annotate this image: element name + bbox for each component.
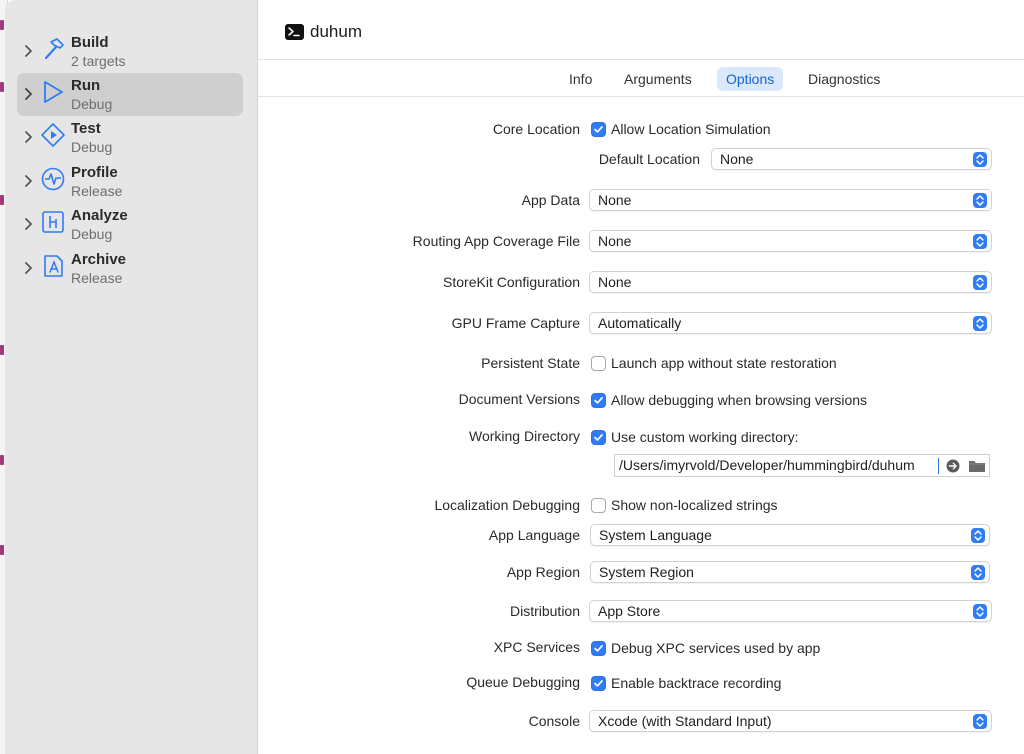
distribution-label: Distribution [509,603,580,619]
distribution-popup[interactable] [589,600,992,622]
working-directory-path[interactable]: /Users/imyrvold/Developer/hummingbird/duhum [619,457,915,473]
analyze-icon [40,209,66,235]
sidebar-item-subtitle: 2 targets [71,53,126,69]
distribution-value: App Store [598,603,661,619]
sidebar-item-subtitle: Debug [71,96,113,112]
chevron-updown-icon [973,234,987,249]
tab-diagnostics[interactable]: Diagnostics [808,71,881,87]
app-region-label: App Region [506,564,580,580]
marker [0,345,4,355]
waveform-icon [40,166,66,192]
app-data-popup[interactable] [589,189,992,211]
chevron-updown-icon [973,152,987,167]
gpu-frame-capture-label: GPU Frame Capture [451,315,580,331]
routing-coverage-value: None [598,233,632,249]
chevron-updown-icon [971,528,985,543]
sidebar-item-test[interactable] [17,116,243,159]
marker [0,82,4,92]
sidebar-item-subtitle: Debug [71,226,113,242]
chevron-right-icon[interactable] [23,86,35,102]
show-non-localized-label: Show non-localized strings [611,497,778,513]
sidebar-item-profile[interactable] [17,160,243,203]
queue-debugging-label: Queue Debugging [466,674,580,690]
sidebar-item-title: Analyze [71,207,128,224]
marker [0,455,4,465]
chevron-updown-icon [973,604,987,619]
console-value: Xcode (with Standard Input) [598,713,772,729]
gpu-frame-capture-value: Automatically [598,315,682,331]
routing-coverage-label: Routing App Coverage File [412,233,580,249]
chevron-updown-icon [973,275,987,290]
default-location-label: Default Location [598,151,700,167]
storekit-value: None [598,274,632,290]
chevron-right-icon[interactable] [23,216,35,232]
debug-xpc-services-label: Debug XPC services used by app [611,640,821,656]
sidebar-item-title: Test [71,120,101,137]
chevron-updown-icon [973,316,987,331]
launch-without-restoration-label: Launch app without state restoration [611,355,837,371]
core-location-label: Core Location [492,121,580,137]
storekit-label: StoreKit Configuration [443,274,580,290]
allow-debugging-versions-checkbox[interactable] [591,393,606,408]
sidebar-item-build[interactable] [17,30,243,73]
folder-icon[interactable] [968,458,986,473]
scheme-action-sidebar [5,0,258,754]
backtrace-recording-checkbox[interactable] [591,676,606,691]
custom-working-directory-checkbox[interactable] [591,430,606,445]
tab-options[interactable]: Options [717,67,783,91]
sidebar-item-title: Run [71,77,101,94]
page-title: duhum [310,22,362,41]
chevron-updown-icon [973,714,987,729]
sidebar-item-title: Profile [71,164,118,181]
checkmark-icon [592,394,605,407]
chevron-right-icon[interactable] [23,173,35,189]
chevron-updown-icon [973,193,987,208]
console-popup[interactable] [589,710,992,732]
storekit-popup[interactable] [589,271,992,293]
sidebar-item-subtitle: Release [71,183,123,199]
marker [0,195,4,205]
app-language-value: System Language [599,527,712,543]
backtrace-recording-label: Enable backtrace recording [611,675,782,691]
chevron-right-icon[interactable] [23,43,35,59]
chevron-right-icon[interactable] [23,129,35,145]
tab-arguments[interactable]: Arguments [624,71,692,87]
launch-without-restoration-checkbox[interactable] [591,356,606,371]
working-directory-label: Working Directory [469,428,580,444]
allow-location-simulation-label: Allow Location Simulation [611,121,771,137]
checkmark-icon [592,677,605,690]
allow-location-simulation-checkbox[interactable] [591,122,606,137]
xpc-services-label: XPC Services [493,639,580,655]
text-cursor [938,458,939,474]
gpu-frame-capture-popup[interactable] [589,312,992,334]
sidebar-item-subtitle: Release [71,270,123,286]
checkmark-icon [592,123,605,136]
arrow-circle-right-icon[interactable] [946,459,960,473]
app-store-icon [40,253,66,279]
sidebar-item-subtitle: Debug [71,139,113,155]
default-location-popup[interactable] [711,148,992,170]
scheme-header [258,0,1024,60]
routing-coverage-popup[interactable] [589,230,992,252]
checkmark-icon [592,431,605,444]
tab-info[interactable]: Info [569,71,593,87]
checkmark-icon [592,642,605,655]
console-label: Console [528,713,580,729]
tab-bar [258,60,1024,97]
marker [0,545,4,555]
sidebar-item-title: Build [71,34,109,51]
persistent-state-label: Persistent State [481,355,580,371]
hammer-icon [40,36,66,62]
sidebar-item-archive[interactable] [17,247,243,290]
play-icon [40,79,66,105]
app-region-value: System Region [599,564,694,580]
custom-working-directory-label: Use custom working directory: [611,429,799,445]
chevron-updown-icon [971,565,985,580]
document-versions-label: Document Versions [458,391,580,407]
allow-debugging-versions-label: Allow debugging when browsing versions [611,392,868,408]
sidebar-item-run[interactable] [17,73,243,116]
chevron-right-icon[interactable] [23,260,35,276]
working-directory-path-field[interactable] [614,454,990,477]
app-data-label: App Data [521,192,580,208]
sidebar-item-analyze[interactable] [17,203,243,246]
app-language-label: App Language [488,527,580,543]
app-data-value: None [598,192,632,208]
marker [0,20,4,30]
diamond-play-icon [40,122,66,148]
debug-xpc-services-checkbox[interactable] [591,641,606,656]
show-non-localized-checkbox[interactable] [591,498,606,513]
localization-debugging-label: Localization Debugging [434,497,580,513]
sidebar-item-title: Archive [71,251,127,268]
app-language-popup[interactable] [590,524,990,546]
default-location-value: None [720,151,754,167]
app-region-popup[interactable] [590,561,990,583]
terminal-icon [285,24,304,40]
